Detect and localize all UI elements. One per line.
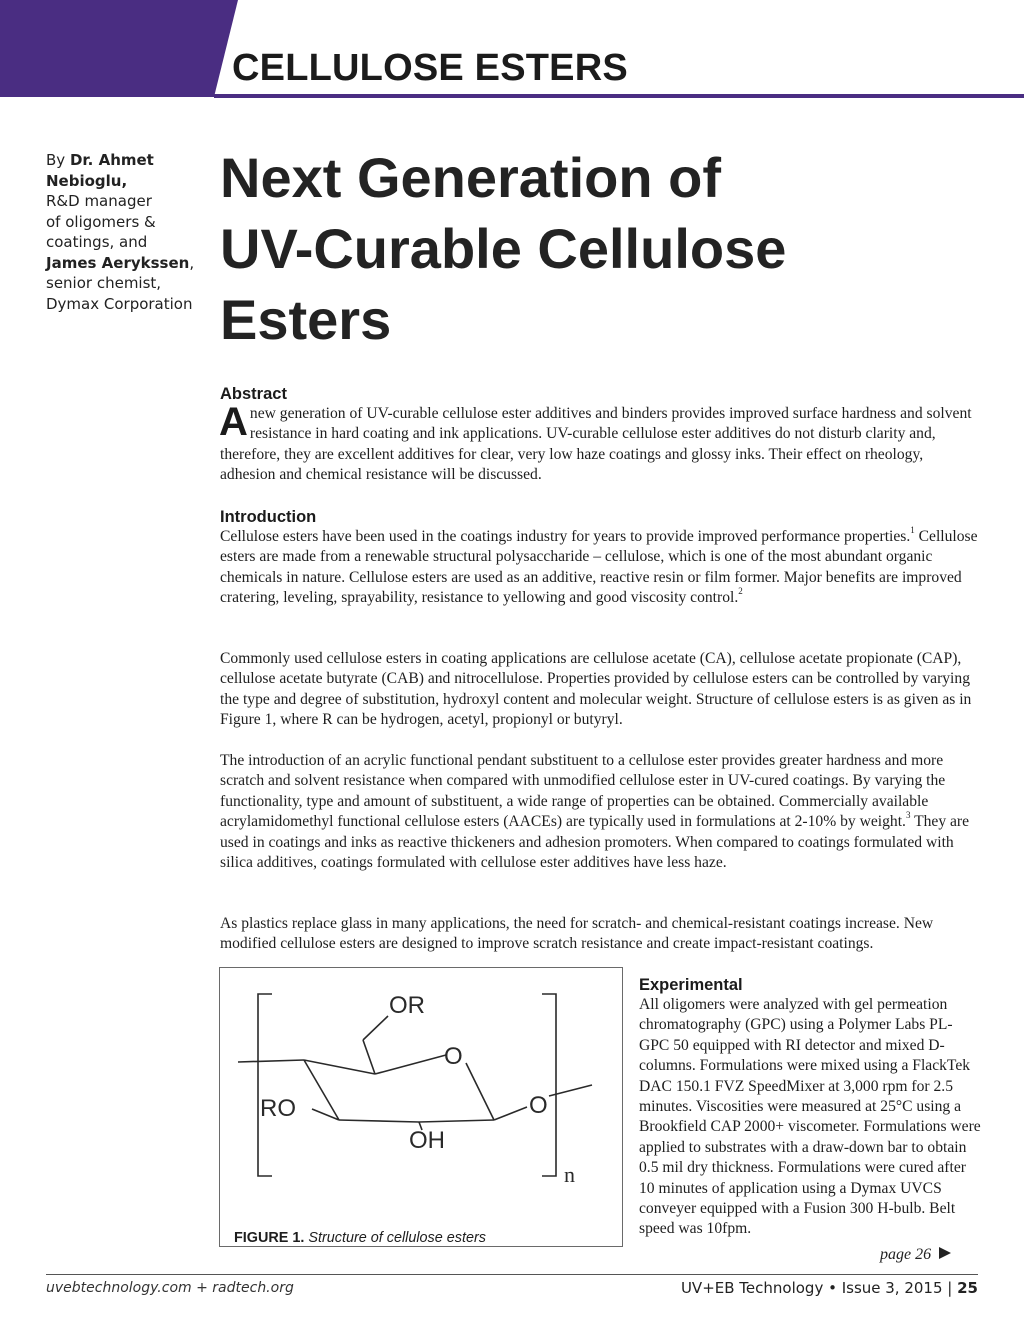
ref-1: 1	[910, 524, 915, 535]
author1-role-line2: of oligomers &	[46, 212, 156, 231]
intro-p3-text-b: They are used in coatings and inks as reactive thickeners and adhesion promoters. When compared to coatings formulated with silica additives, coatings formulated with cellulose ester additives have less haze.	[220, 813, 970, 872]
intro-p3-text-a: The introduction of an acrylic functional pendant substituent to a cellulose ester provides greater hardness and more scratch and solvent resistance when compared with unmodified cellulose ester in UV-cured coatings. By varying the functionality, type and amount of substituent, a wide range of properties can be obtained. Commercially available acrylamidomethyl functional cellulose esters (AACEs) are typically used in formulations at 2-10% by weight.	[220, 752, 946, 831]
figure-caption	[234, 1230, 486, 1246]
continued-page: page 26	[880, 1246, 932, 1263]
intro-paragraph-4: As plastics replace glass in many applications, the need for scratch- and chemical-resistant coatings increase. New modified cellulose esters are designed to improve scratch resistance and create impact-resistant coatings.	[220, 915, 934, 953]
intro-p1-text-a: Cellulose esters have been used in the coatings industry for years to provide improved performance properties.	[220, 528, 911, 545]
struct-label-o-link: O	[529, 1092, 548, 1119]
cellulose-structure-diagram	[220, 968, 622, 1246]
introduction-heading: Introduction	[220, 508, 317, 526]
author1-name-part2: Nebioglu,	[46, 171, 128, 190]
footer-publication: UV+EB Technology • Issue 3, 2015 |	[680, 1279, 953, 1297]
abstract-dropcap: A	[219, 400, 248, 444]
title-line3: Esters	[220, 288, 392, 351]
author1-role-line1: R&D manager	[46, 192, 152, 210]
author1-role-line3: coatings, and	[46, 233, 148, 251]
struct-label-n: n	[564, 1162, 575, 1187]
byline-by: By	[46, 151, 66, 169]
struct-label-o-ring: O	[444, 1043, 463, 1070]
title-line2: UV-Curable Cellulose	[220, 217, 787, 280]
abstract-heading: Abstract	[220, 385, 287, 403]
figure-1	[219, 967, 623, 1247]
byline	[46, 150, 211, 314]
figure-label: FIGURE 1.	[234, 1230, 305, 1246]
experimental-heading: Experimental	[639, 976, 743, 994]
ref-2: 2	[738, 586, 743, 597]
author1-name-part1: Dr. Ahmet	[69, 151, 154, 169]
title-line1: Next Generation of	[220, 146, 721, 209]
left-bracket	[258, 994, 272, 1176]
author2-role: senior chemist,	[46, 274, 162, 292]
abstract-text: new generation of UV-curable cellulose ester additives and binders provides improved surface hardness and solvent resistance in hard coating and ink applications. UV-curable cellulose ester additives do not disturb clarity and, therefore, they are excellent additives for clear, very low haze coatings and glossy inks. Their effect on rheology, adhesion and chemical resistance will be discussed.	[220, 405, 972, 484]
experimental-paragraph: All oligomers were analyzed with gel permeation chromatography (GPC) using a Polymer Labs PL-GPC 50 equipped with RI detector and mixed D-columns. Formulations were mixed using a FlackTek DAC 150.1 FVZ SpeedMixer at 3,000 rpm for 2.5 minutes. Viscosities were measured at 25°C using a Brookfield CAP 2000+ viscometer. Formulations were applied to substrates with a draw-down bar to obtain 0.5 mil dry thickness. Formulations were cured after 10 minutes of application using a Dymax UVCS conveyer equipped with a Fusion 300 H-bulb. Belt speed was 10fpm.	[639, 996, 981, 1238]
header-rule	[214, 94, 1024, 98]
author-company: Dymax Corporation	[46, 294, 193, 313]
abstract-paragraph	[219, 400, 980, 486]
author2-name: James Aerykssen	[46, 253, 190, 272]
page-number: 25	[957, 1279, 978, 1297]
footer-issue	[681, 1279, 978, 1297]
ref-3: 3	[905, 810, 911, 821]
author2-sep: ,	[189, 253, 195, 272]
intro-p1-text-b: Cellulose esters are made from a renewable structural polysaccharide – cellulose, which is one of the most abundant organic chemicals in nature. Cellulose esters are used as an additive, reactive resin or film former. Major benefits are improved cratering, leveling, sprayability, resistance to yellowing and good viscosity control.	[220, 528, 978, 607]
arrow-right-icon	[938, 1246, 952, 1260]
intro-paragraph-3	[220, 751, 970, 873]
header-purple-tab	[0, 0, 238, 97]
article-title	[220, 142, 920, 355]
footer-websites: uvebtechnology.com + radtech.org	[46, 1280, 294, 1296]
intro-paragraph-1	[220, 524, 980, 609]
continued-on-link[interactable]	[880, 1246, 952, 1264]
struct-label-or: OR	[389, 992, 425, 1019]
struct-label-oh: OH	[409, 1127, 445, 1154]
right-bracket	[542, 994, 556, 1176]
figure-caption-text: Structure of cellulose esters	[304, 1230, 486, 1246]
section-title: CELLULOSE ESTERS	[232, 47, 628, 89]
struct-label-ro: RO	[260, 1095, 296, 1122]
footer-rule	[46, 1274, 978, 1275]
intro-paragraph-2: Commonly used cellulose esters in coating applications are cellulose acetate (CA), cellulose acetate propionate (CAP), cellulose acetate butyrate (CAB) and nitrocellulose. Properties provided by cellulose esters can be controlled by varying the type and degree of substitution, hydroxyl content and molecular weight. Structure of cellulose esters is as given as in Figure 1, where R can be hydrogen, acetyl, propionyl or butyryl.	[220, 650, 972, 729]
